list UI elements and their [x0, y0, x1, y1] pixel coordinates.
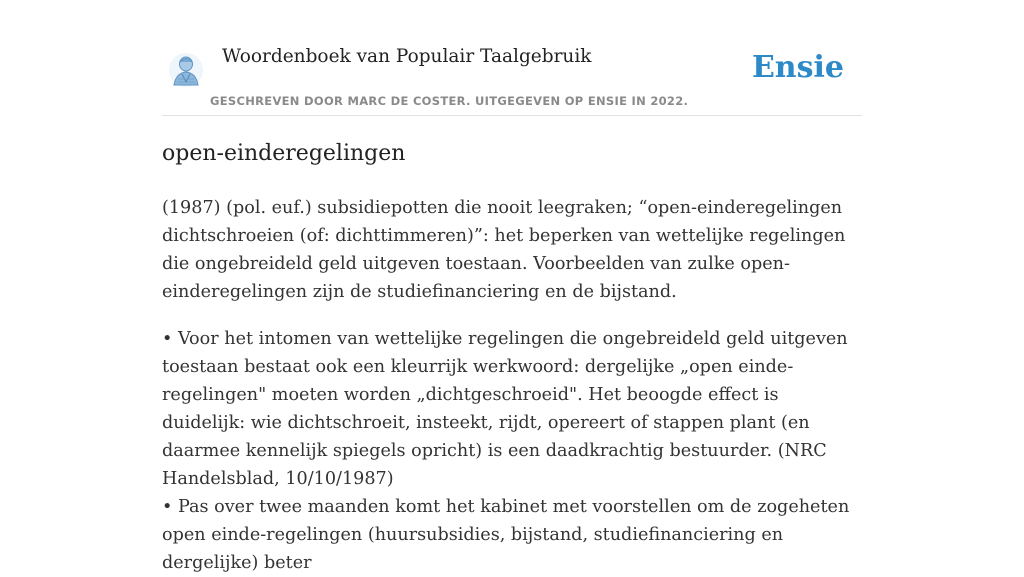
citation-item: • Pas over twee maanden komt het kabinet met voorstellen om de zogeheten open einde-regelingen (huursubsidies, bijstand, studiefinanciering en dergelijke) beter	[162, 497, 850, 573]
header	[162, 40, 862, 116]
entry-definition: (1987) (pol. euf.) subsidiepotten die nooit leegraken; “open-einderegelingen dichtschroeien (of: dichttimmeren)”: het beperken van wettelijke regelingen die ongebreideld geld uitgeven toestaan. Voorbeelden van zulke open-einderegelingen zijn de studiefinanciering en de bijstand.	[162, 198, 846, 302]
book-title[interactable]: Woordenboek van Populair Taalgebruik	[222, 46, 592, 67]
byline: GESCHREVEN DOOR MARC DE COSTER. UITGEGEVEN OP ENSIE IN 2022.	[210, 94, 689, 108]
entry-content	[162, 138, 862, 577]
author-portrait-icon[interactable]	[168, 52, 204, 88]
citation-item: • Voor het intomen van wettelijke regelingen die ongebreideld geld uitgeven toestaan bestaat ook een kleurrijk werkwoord: dergelijke „open einde- regelingen" moeten worden „dichtgeschroeid". Het beoogde effect is duidelijk: wie dichtschroeit, insteekt, rijdt, opereert of stappen plant (en daarmee kennelijk spiegels opricht) is een daadkrachtig bestuurder. (NRC Handelsblad, 10/10/1987)	[162, 329, 848, 489]
entry-headword: open-einderegelingen	[162, 141, 406, 166]
citation-list	[162, 325, 862, 577]
ensie-logo-link[interactable]: Ensie	[751, 50, 844, 85]
